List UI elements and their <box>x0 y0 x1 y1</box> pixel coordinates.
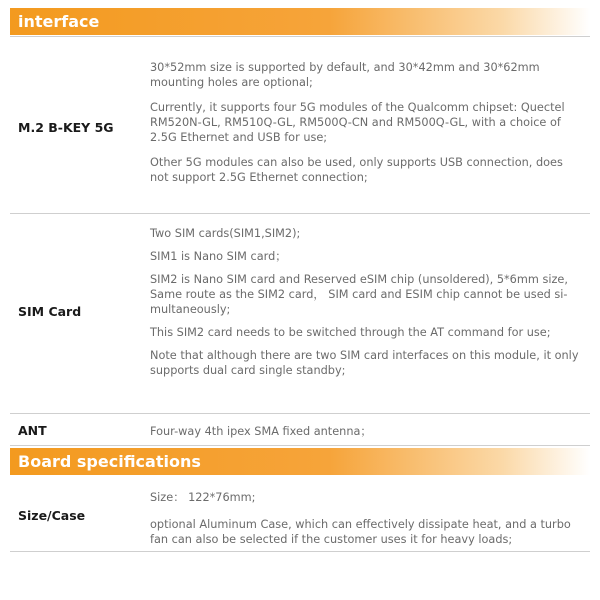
spec-content-ant <box>150 424 580 439</box>
spec-line: This SIM2 card needs to be switched through the AT command for use; <box>150 326 551 339</box>
spec-label-size: Size/Case <box>18 508 86 523</box>
spec-line: SIM2 is Nano SIM card and Reserved eSIM chip (unsoldered), 5*6mm size, Same route as the SIM2 card， SIM card and ESIM chip cannot be used si-multaneously; <box>150 273 568 316</box>
spec-line: Size： 122*76mm; <box>150 491 256 504</box>
spec-label-m2: M.2 B-KEY 5G <box>18 120 114 135</box>
spec-label-ant: ANT <box>18 423 47 438</box>
spec-line: Four-way 4th ipex SMA fixed antenna； <box>150 425 372 438</box>
spec-line: Other 5G modules can also be used, only supports USB connection, does not support 2.5G Ethernet connection; <box>150 156 563 184</box>
spec-line: SIM1 is Nano SIM card； <box>150 250 287 263</box>
section-header-board: Board specifications <box>10 448 590 475</box>
spec-line: optional Aluminum Case, which can effectively dissipate heat, and a turbo fan can also be selected if the customer uses it for heavy loads; <box>150 518 571 546</box>
spec-line: Two SIM cards(SIM1,SIM2); <box>150 227 301 240</box>
spec-row-ant <box>10 414 590 446</box>
spec-row-sim <box>10 214 590 414</box>
spec-line: Note that although there are two SIM card interfaces on this module, it only supports dual card single standby; <box>150 349 579 377</box>
spec-content-m2 <box>150 60 580 185</box>
spec-label-sim: SIM Card <box>18 304 82 319</box>
spec-row-size <box>10 476 590 552</box>
section-header-interface: interface <box>10 8 590 35</box>
spec-content-size <box>150 490 580 559</box>
spec-line: 30*52mm size is supported by default, and 30*42mm and 30*62mm mounting holes are optional; <box>150 61 540 89</box>
spec-row-m2 <box>10 36 590 214</box>
spec-content-sim <box>150 226 580 386</box>
spec-line: Currently, it supports four 5G modules of the Qualcomm chipset: Quectel RM520N-GL, RM510Q-GL, RM500Q-CN and RM500Q-GL, with a choice of 2.5G Ethernet and USB for use; <box>150 101 565 144</box>
